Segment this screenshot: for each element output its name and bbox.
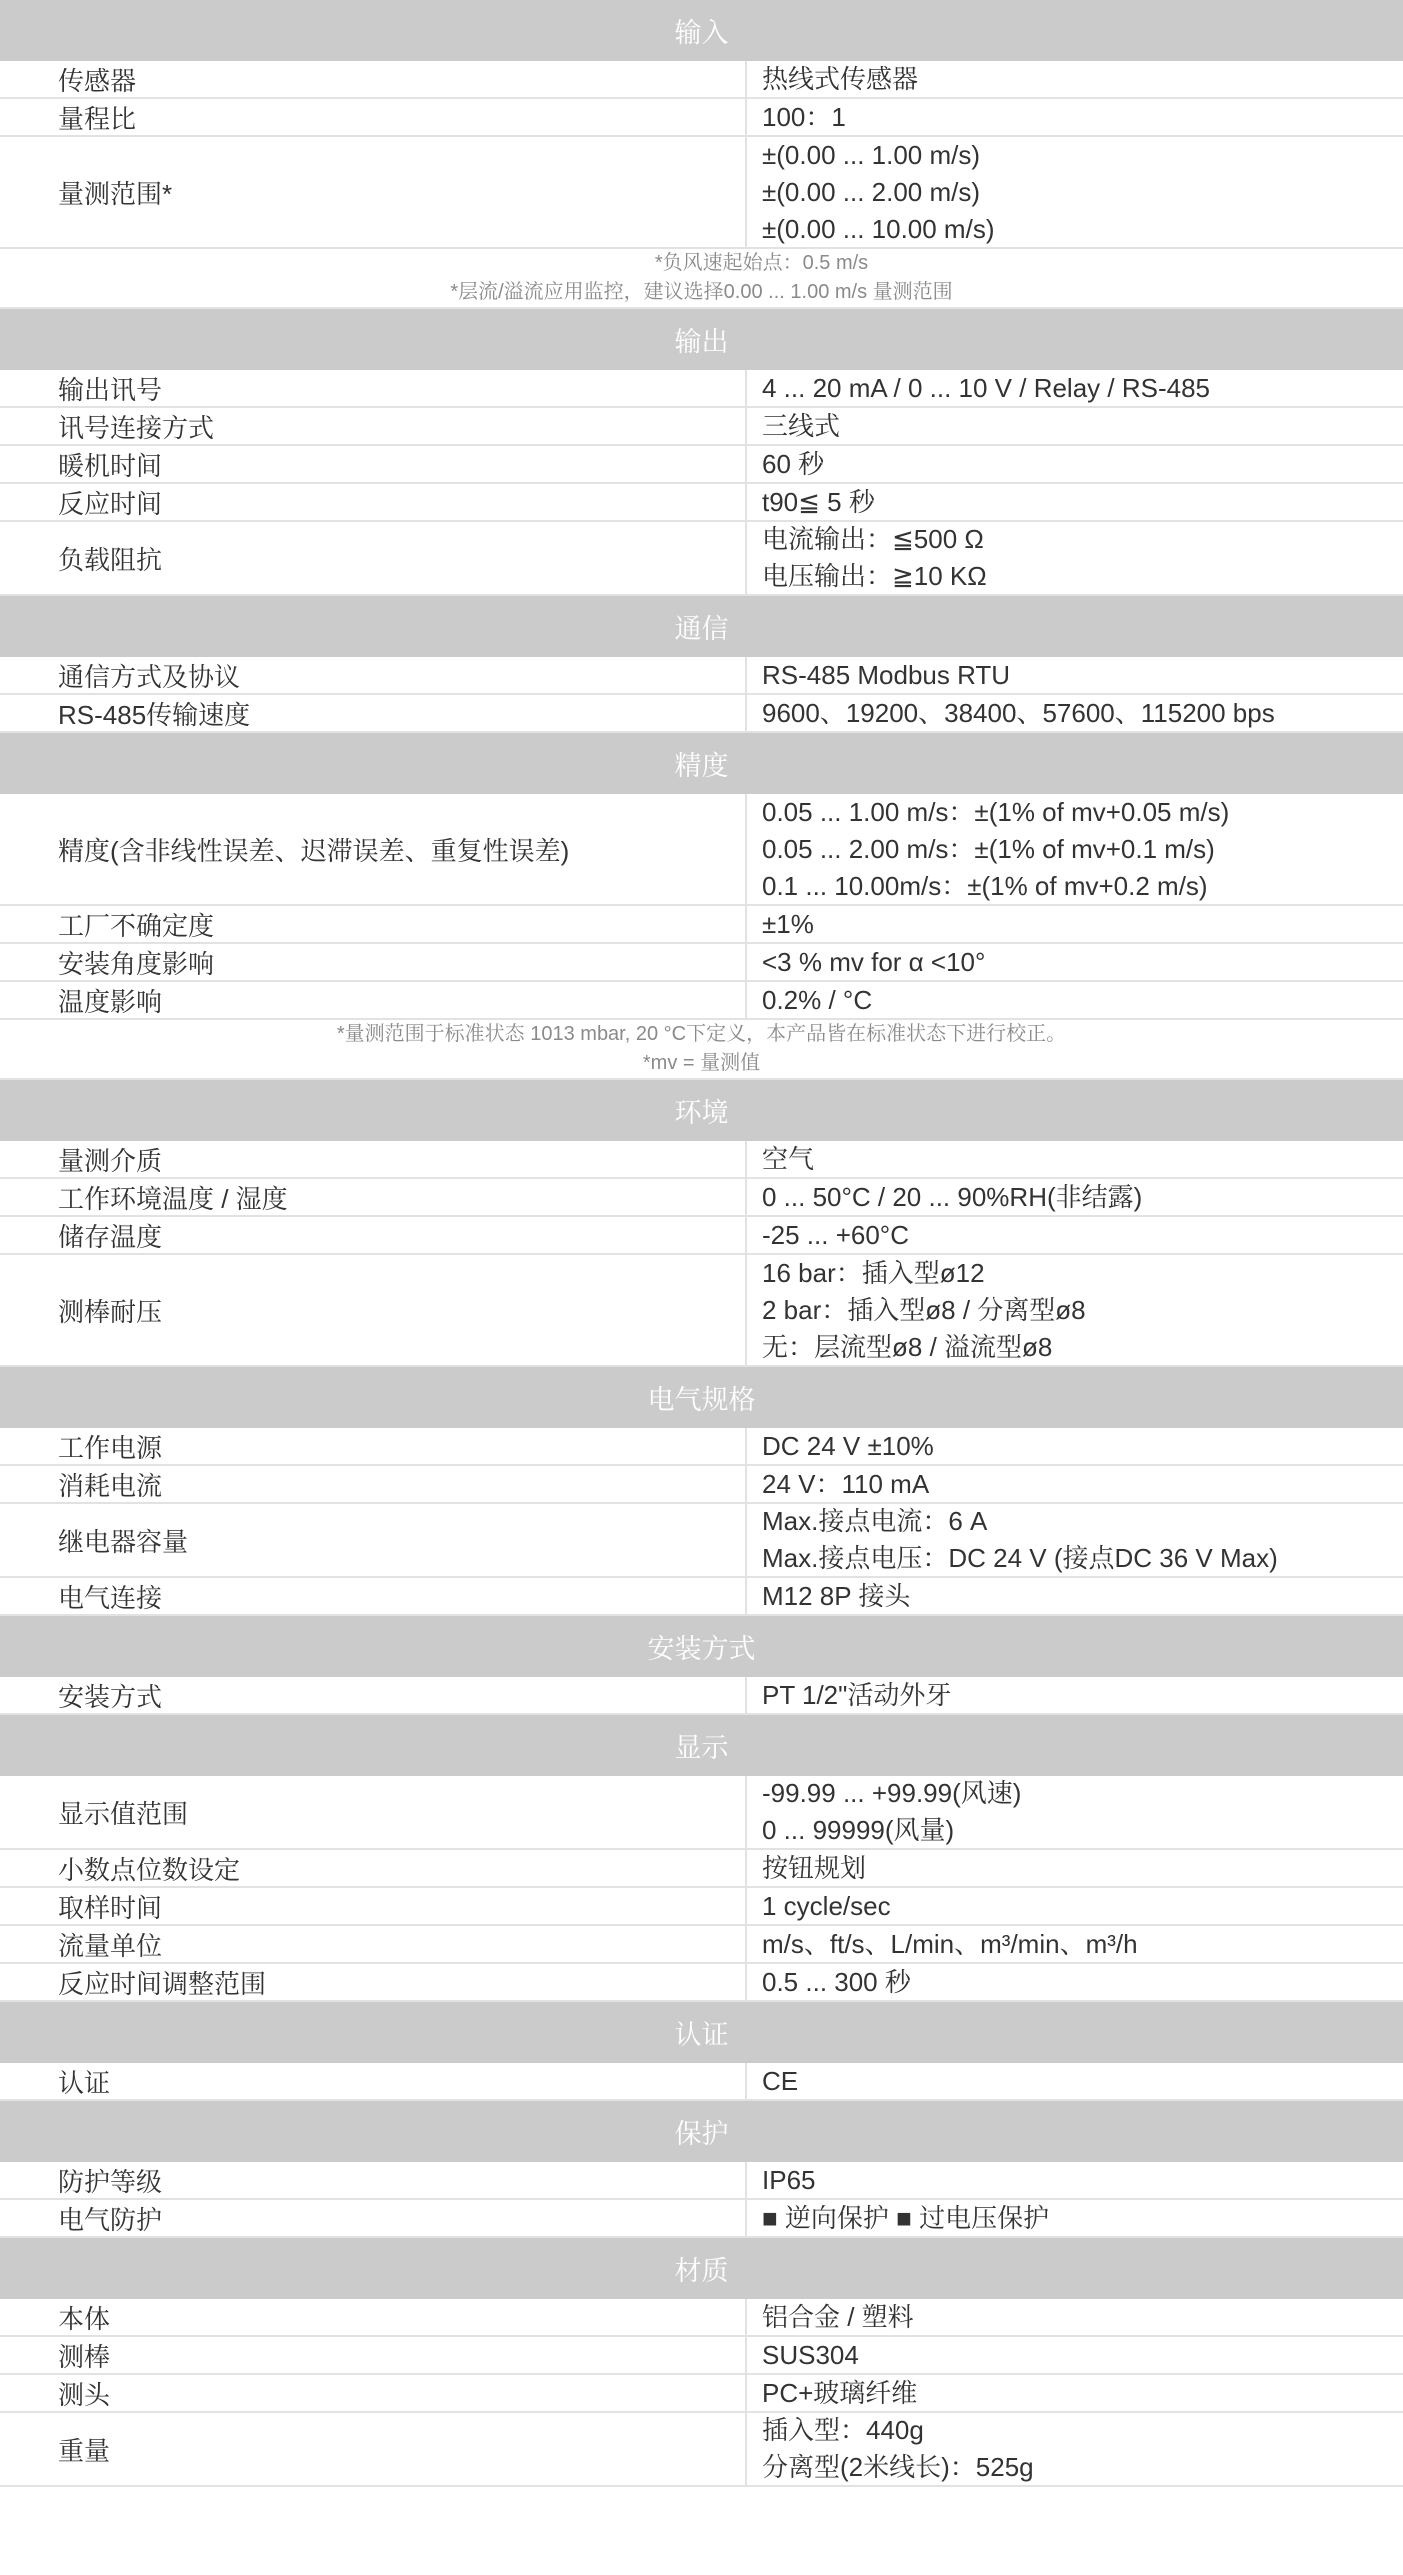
spec-value	[747, 1179, 1403, 1215]
spec-value-line: CE	[762, 2065, 799, 2096]
spec-label: 小数点位数设定	[0, 1850, 747, 1886]
section-header-installation: 安装方式	[0, 1616, 1403, 1677]
spec-value	[747, 137, 1403, 247]
spec-row	[0, 944, 1403, 982]
spec-value-line: t90≦ 5 秒	[762, 486, 875, 517]
spec-value	[747, 2413, 1403, 2485]
spec-value	[747, 1504, 1403, 1576]
spec-label: 取样时间	[0, 1888, 747, 1924]
spec-value-line: ±1%	[762, 908, 814, 939]
spec-value-line: 插入型：440g	[762, 2415, 924, 2445]
spec-value	[747, 522, 1403, 594]
spec-label: 输出讯号	[0, 370, 747, 406]
spec-value	[747, 1578, 1403, 1614]
spec-row	[0, 2299, 1403, 2337]
spec-value	[747, 99, 1403, 135]
section-header-protection: 保护	[0, 2101, 1403, 2162]
spec-value-line: 空气	[762, 1143, 815, 1174]
spec-row	[0, 1850, 1403, 1888]
spec-value-line: 24 V：110 mA	[762, 1468, 930, 1499]
spec-label: 认证	[0, 2063, 747, 2099]
spec-row	[0, 1504, 1403, 1578]
spec-value	[747, 1217, 1403, 1253]
spec-value	[747, 2162, 1403, 2198]
footnote-block	[0, 249, 1403, 309]
spec-label: 通信方式及协议	[0, 657, 747, 693]
spec-label: 量程比	[0, 99, 747, 135]
spec-row	[0, 906, 1403, 944]
spec-value	[747, 1677, 1403, 1713]
spec-label: 暖机时间	[0, 446, 747, 482]
spec-value	[747, 2337, 1403, 2373]
spec-value-line: 1 cycle/sec	[762, 1890, 891, 1921]
spec-value-line: M12 8P 接头	[762, 1580, 911, 1611]
spec-row	[0, 2375, 1403, 2413]
spec-row	[0, 137, 1403, 249]
spec-row	[0, 61, 1403, 99]
spec-row	[0, 1217, 1403, 1255]
spec-value	[747, 2063, 1403, 2099]
spec-row	[0, 446, 1403, 484]
spec-label: 测棒	[0, 2337, 747, 2373]
section-header-output: 输出	[0, 309, 1403, 370]
spec-label: 重量	[0, 2413, 747, 2485]
spec-row	[0, 982, 1403, 1020]
spec-value	[747, 695, 1403, 731]
spec-row	[0, 2200, 1403, 2238]
spec-value-line: IP65	[762, 2164, 816, 2195]
spec-value-line: 16 bar：插入型ø12	[762, 1257, 985, 1288]
spec-value	[747, 408, 1403, 444]
spec-row	[0, 1677, 1403, 1715]
spec-value-line: 0 ... 99999(风量)	[762, 1815, 955, 1845]
spec-value-line: DC 24 V ±10%	[762, 1430, 934, 1461]
section-header-electrical: 电气规格	[0, 1367, 1403, 1428]
spec-value-line: 60 秒	[762, 448, 825, 479]
footnote: *负风速起始点：0.5 m/s	[654, 252, 869, 274]
spec-row	[0, 794, 1403, 906]
spec-label: 讯号连接方式	[0, 408, 747, 444]
spec-row	[0, 408, 1403, 446]
spec-row	[0, 2162, 1403, 2200]
spec-row	[0, 2337, 1403, 2375]
spec-value-line: 无：层流型ø8 / 溢流型ø8	[762, 1331, 1053, 1362]
footnote: *mv = 量测值	[642, 1052, 761, 1074]
spec-label: 负载阻抗	[0, 522, 747, 594]
spec-value-line: 热线式传感器	[762, 63, 919, 94]
footnote: *量测范围于标准状态 1013 mbar, 20 °C下定义，本产品皆在标准状态下进行校正。	[336, 1023, 1067, 1045]
spec-value	[747, 906, 1403, 942]
spec-label: 传感器	[0, 61, 747, 97]
spec-value-line: 0.1 ... 10.00m/s：±(1% of mv+0.2 m/s)	[762, 870, 1208, 901]
section-header-accuracy: 精度	[0, 733, 1403, 794]
spec-row	[0, 1964, 1403, 2002]
spec-label: 量测范围*	[0, 137, 747, 247]
spec-label: 测棒耐压	[0, 1255, 747, 1365]
spec-label: 消耗电流	[0, 1466, 747, 1502]
spec-label: 温度影响	[0, 982, 747, 1018]
spec-row	[0, 99, 1403, 137]
spec-value	[747, 370, 1403, 406]
spec-row	[0, 2413, 1403, 2487]
spec-label: 继电器容量	[0, 1504, 747, 1576]
spec-value	[747, 1466, 1403, 1502]
spec-value-line: SUS304	[762, 2339, 859, 2370]
spec-value-line: -99.99 ... +99.99(风速)	[762, 1778, 1022, 1808]
spec-label: 测头	[0, 2375, 747, 2411]
spec-value	[747, 1776, 1403, 1848]
spec-value-line: 三线式	[762, 410, 841, 441]
spec-value-line: 电压输出：≧10 KΩ	[762, 561, 987, 591]
spec-value	[747, 944, 1403, 980]
spec-value	[747, 2200, 1403, 2236]
spec-value-line: <3 % mv for α <10°	[762, 946, 986, 977]
spec-value-line: 按钮规划	[762, 1852, 867, 1883]
section-header-input: 输入	[0, 0, 1403, 61]
spec-value	[747, 484, 1403, 520]
spec-label: 流量单位	[0, 1926, 747, 1962]
spec-label: 工作环境温度 / 湿度	[0, 1179, 747, 1215]
spec-row	[0, 1578, 1403, 1616]
spec-value	[747, 657, 1403, 693]
spec-value	[747, 1926, 1403, 1962]
spec-value-line: 100：1	[762, 101, 846, 132]
spec-label: 安装方式	[0, 1677, 747, 1713]
spec-value	[747, 1850, 1403, 1886]
spec-value-line: RS-485 Modbus RTU	[762, 659, 1011, 690]
footnote: *层流/溢流应用监控，建议选择0.00 ... 1.00 m/s 量测范围	[450, 281, 953, 303]
section-header-communication: 通信	[0, 596, 1403, 657]
section-header-certification: 认证	[0, 2002, 1403, 2063]
spec-value	[747, 1428, 1403, 1464]
spec-value	[747, 2375, 1403, 2411]
spec-value-line: ±(0.00 ... 10.00 m/s)	[762, 213, 995, 244]
spec-label: 电气防护	[0, 2200, 747, 2236]
spec-row	[0, 370, 1403, 408]
spec-label: 显示值范围	[0, 1776, 747, 1848]
spec-row	[0, 1466, 1403, 1504]
spec-row	[0, 1888, 1403, 1926]
spec-value-line: PC+玻璃纤维	[762, 2377, 918, 2408]
spec-value-line: 铝合金 / 塑料	[762, 2301, 914, 2332]
bottom-divider-space	[0, 2487, 1403, 2544]
spec-value-line: 0 ... 50°C / 20 ... 90%RH(非结露)	[762, 1181, 1143, 1212]
spec-row	[0, 1141, 1403, 1179]
spec-label: RS-485传输速度	[0, 695, 747, 731]
spec-value-line: ■ 逆向保护 ■ 过电压保护	[762, 2202, 1050, 2233]
spec-value-line: 9600、19200、38400、57600、115200 bps	[762, 697, 1275, 728]
spec-row	[0, 522, 1403, 596]
section-header-material: 材质	[0, 2238, 1403, 2299]
spec-value-line: -25 ... +60°C	[762, 1219, 909, 1250]
spec-row	[0, 657, 1403, 695]
spec-value	[747, 61, 1403, 97]
spec-row	[0, 484, 1403, 522]
spec-row	[0, 1926, 1403, 1964]
spec-value-line: Max.接点电压：DC 24 V (接点DC 36 V Max)	[762, 1543, 1278, 1573]
spec-value	[747, 1141, 1403, 1177]
spec-value-line: 0.05 ... 2.00 m/s：±(1% of mv+0.1 m/s)	[762, 833, 1215, 864]
spec-value-line: ±(0.00 ... 1.00 m/s)	[762, 139, 981, 170]
spec-value-line: 0.5 ... 300 秒	[762, 1966, 911, 1997]
spec-row	[0, 1255, 1403, 1367]
spec-label: 反应时间	[0, 484, 747, 520]
spec-label: 工作电源	[0, 1428, 747, 1464]
spec-label: 电气连接	[0, 1578, 747, 1614]
section-header-environment: 环境	[0, 1080, 1403, 1141]
spec-label: 量测介质	[0, 1141, 747, 1177]
spec-value-line: Max.接点电流：6 A	[762, 1506, 988, 1536]
spec-value	[747, 1255, 1403, 1365]
spec-label: 储存温度	[0, 1217, 747, 1253]
spec-value	[747, 2299, 1403, 2335]
spec-value-line: PT 1/2"活动外牙	[762, 1679, 952, 1710]
section-header-display: 显示	[0, 1715, 1403, 1776]
spec-row	[0, 2063, 1403, 2101]
spec-label: 本体	[0, 2299, 747, 2335]
spec-value-line: m/s、ft/s、L/min、m³/min、m³/h	[762, 1928, 1138, 1959]
spec-value	[747, 982, 1403, 1018]
spec-label: 安装角度影响	[0, 944, 747, 980]
spec-label: 反应时间调整范围	[0, 1964, 747, 2000]
spec-value	[747, 1888, 1403, 1924]
spec-value-line: 4 ... 20 mA / 0 ... 10 V / Relay / RS-485	[762, 372, 1210, 403]
spec-value	[747, 446, 1403, 482]
spec-label: 防护等级	[0, 2162, 747, 2198]
spec-value-line: 分离型(2米线长)：525g	[762, 2452, 1034, 2482]
spec-label: 工厂不确定度	[0, 906, 747, 942]
spec-value-line: ±(0.00 ... 2.00 m/s)	[762, 176, 981, 207]
spec-value-line: 电流输出：≦500 Ω	[762, 524, 984, 554]
spec-value	[747, 1964, 1403, 2000]
spec-label: 精度(含非线性误差、迟滞误差、重复性误差)	[0, 794, 747, 904]
spec-value-line: 0.05 ... 1.00 m/s：±(1% of mv+0.05 m/s)	[762, 796, 1230, 827]
spec-row	[0, 1776, 1403, 1850]
spec-value-line: 0.2% / °C	[762, 984, 873, 1015]
spec-row	[0, 1179, 1403, 1217]
spec-row	[0, 695, 1403, 733]
spec-value	[747, 794, 1403, 904]
spec-value-line: 2 bar：插入型ø8 / 分离型ø8	[762, 1294, 1086, 1325]
spec-row	[0, 1428, 1403, 1466]
footnote-block	[0, 1020, 1403, 1080]
